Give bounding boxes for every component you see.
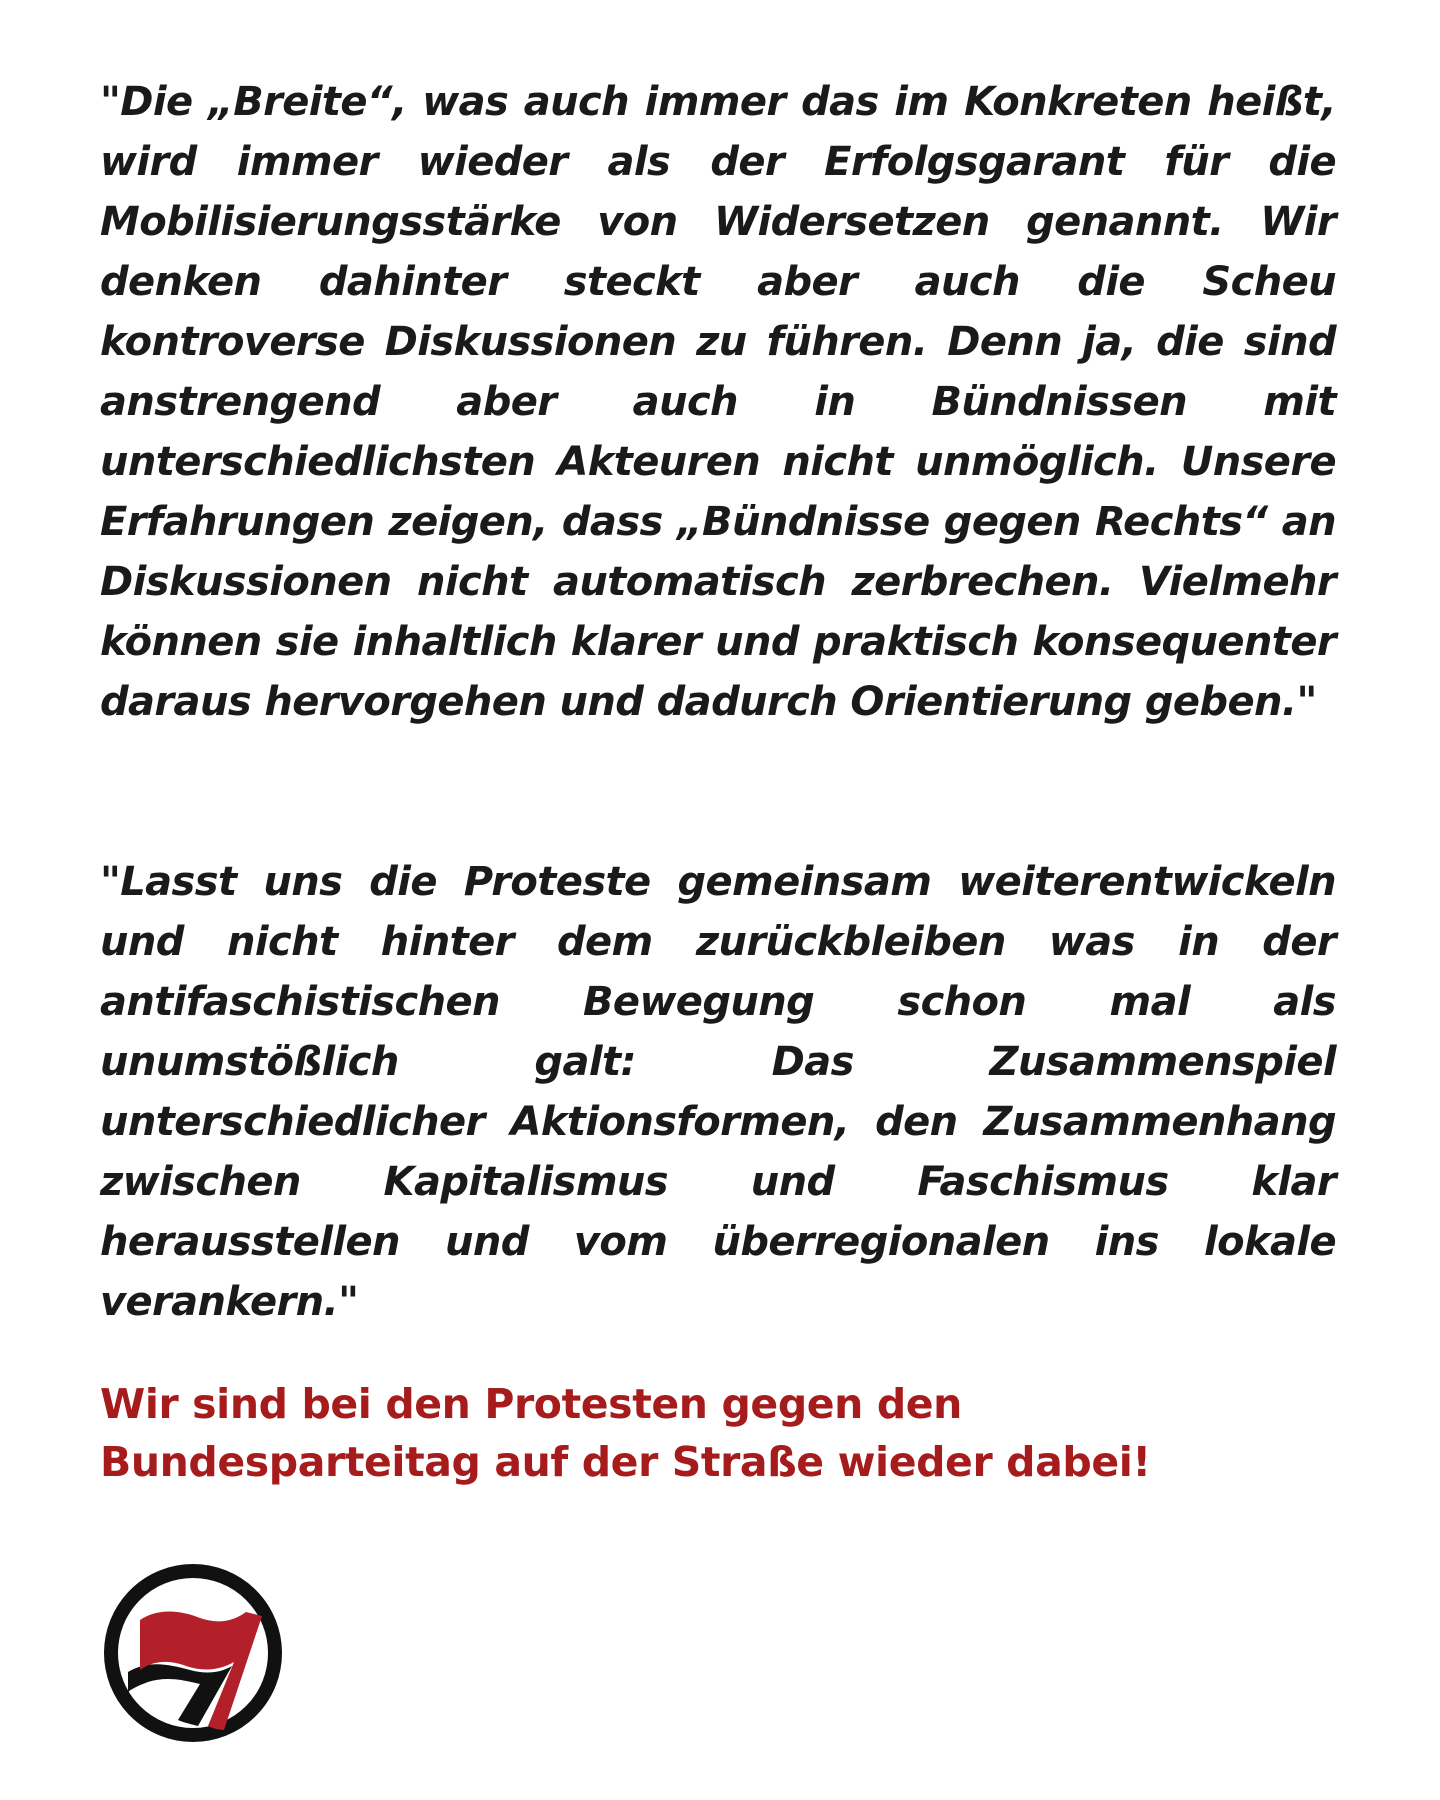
quote-paragraph-1: "Die „Breite“, was auch immer das im Konkreten heißt, wird immer wieder als der Erfolgsgarant für die Mobilisierungsstärke von Widersetzen genannt. Wir denken dahinter steckt aber auch die Scheu kontroverse Diskussionen zu führen. Denn ja, die sind anstrengend aber auch in Bündnissen mit unterschiedlichsten Akteuren nicht unmöglich. Unsere Erfahrungen zeigen, dass „Bündnisse gegen Rechts“ an Diskussionen nicht automatisch zerbrechen. Vielmehr können sie inhaltlich klarer und praktisch konsequenter daraus hervorgehen und dadurch Orientierung geben." (100, 79, 1336, 725)
quote-paragraph-2: "Lasst uns die Proteste gemeinsam weiterentwickeln und nicht hinter dem zurückbleiben was in der antifaschistischen Bewegung schon mal als unumstößlich galt: Das Zusammenspiel unterschiedlicher Aktionsformen, den Zusammenhang zwischen Kapitalismus und Faschismus klar herausstellen und vom überregionalen ins lokale verankern." (100, 859, 1336, 1325)
callout-line-1: Wir sind bei den Protesten gegen den (100, 1380, 962, 1428)
callout-line-2: Bundesparteitag auf der Straße wieder dabei! (100, 1438, 1151, 1486)
antifa-flag-icon (100, 1560, 286, 1746)
callout-text (100, 1375, 1340, 1491)
